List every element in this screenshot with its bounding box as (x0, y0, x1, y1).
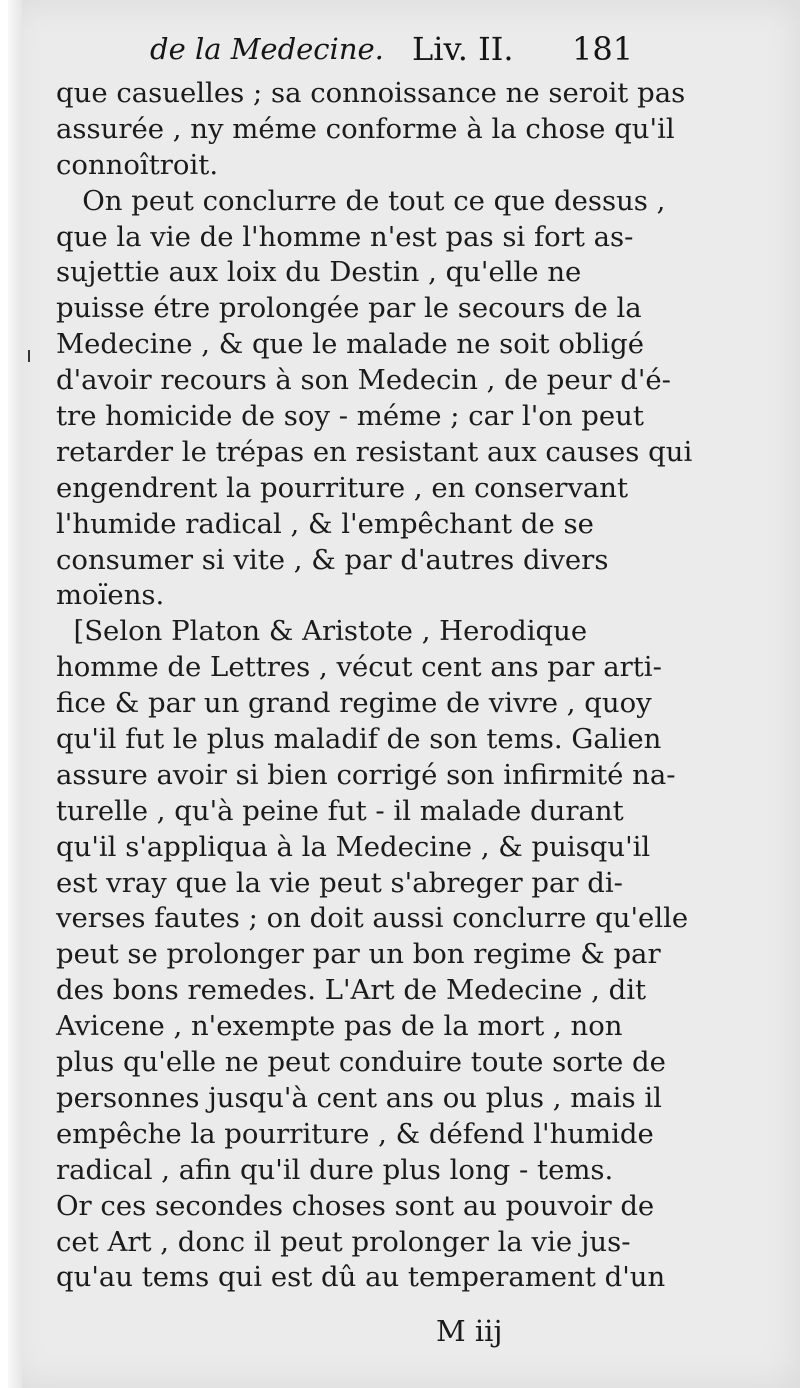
text-line: assure avoir si bien corrigé son infirmité na- (56, 758, 676, 791)
text-line: homme de Lettres , vécut cent ans par arti- (56, 651, 662, 684)
text-line: moïens. (56, 579, 165, 612)
page-header (150, 28, 650, 72)
text-line: radical , afin qu'il dure plus long - tems. (56, 1153, 614, 1186)
text-line: que la vie de l'homme n'est pas si fort as- (56, 220, 634, 253)
text-line: qu'au tems qui est dû au temperament d'un (56, 1261, 666, 1294)
text-line: est vray que la vie peut s'abreger par di- (56, 866, 623, 899)
book-page (8, 0, 800, 1388)
text-line: des bons remedes. L'Art de Medecine , dit (56, 974, 647, 1007)
text-line: retarder le trépas en resistant aux causes qui (56, 435, 693, 468)
text-line: qu'il fut le plus maladif de son tems. Galien (56, 723, 662, 756)
text-line: turelle , qu'à peine fut - il malade durant (56, 794, 624, 827)
page-number: 181 (572, 30, 634, 68)
text-line: plus qu'elle ne peut conduire toute sorte de (56, 1046, 666, 1079)
text-line: cet Art , donc il peut prolonger la vie jus- (56, 1225, 631, 1258)
text-line: connoîtroit. (56, 148, 219, 181)
text-line: fice & par un grand regime de vivre , quoy (56, 687, 652, 720)
text-line: Or ces secondes choses sont au pouvoir de (56, 1189, 655, 1222)
running-title: de la Medecine. (150, 32, 384, 66)
text-line: puisse étre prolongée par le secours de la (56, 292, 642, 325)
text-line: Avicene , n'exempte pas de la mort , non (56, 1010, 623, 1043)
text-line: peut se prolonger par un bon regime & par (56, 938, 661, 971)
text-line: que casuelles ; sa connoissance ne seroit pas (56, 77, 686, 109)
text-line: empêche la pourriture , & défend l'humide (56, 1117, 654, 1150)
signature-mark: M iij (436, 1314, 503, 1348)
text-line: d'avoir recours à son Medecin , de peur d'é- (56, 364, 671, 397)
body-text (56, 76, 693, 1296)
book-number: Liv. II. (412, 30, 514, 68)
margin-mark (28, 350, 30, 362)
text-line: qu'il s'appliqua à la Medecine , & puisqu'il (56, 830, 651, 863)
page-edge (8, 0, 22, 1388)
text-line: On peut conclurre de tout ce que dessus , (56, 184, 666, 217)
text-line: personnes jusqu'à cent ans ou plus , mais il (56, 1081, 662, 1114)
text-line: sujettie aux loix du Destin , qu'elle ne (56, 256, 582, 289)
text-line: consumer si vite , & par d'autres divers (56, 543, 609, 576)
text-line: Medecine , & que le malade ne soit obligé (56, 328, 644, 361)
text-line: assurée , ny méme conforme à la chose qu'il (56, 112, 675, 145)
text-line: engendrent la pourriture , en conservant (56, 471, 629, 504)
text-line: [Selon Platon & Aristote , Herodique (56, 615, 588, 648)
text-line: verses fautes ; on doit aussi conclurre qu'elle (56, 902, 689, 935)
text-line: tre homicide de soy - méme ; car l'on peut (56, 400, 644, 433)
text-line: l'humide radical , & l'empêchant de se (56, 507, 594, 540)
